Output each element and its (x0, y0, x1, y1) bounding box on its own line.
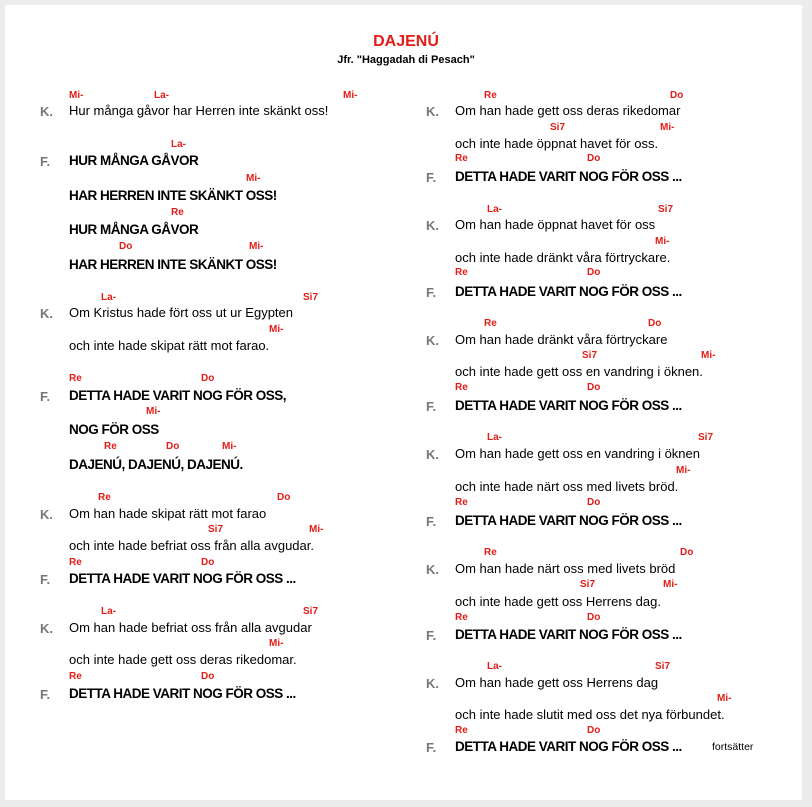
continues-note: fortsätter (712, 741, 754, 753)
chord: Mi- (343, 90, 358, 101)
chord: Re (455, 725, 468, 736)
chord: Re (171, 207, 184, 218)
chord: Re (484, 90, 497, 101)
lyric-line: HUR MÅNGA GÅVOR (69, 222, 199, 237)
chord: Mi- (269, 324, 284, 335)
lyric-line: Om han hade gett oss Herrens dag (455, 675, 659, 690)
chord: Do (587, 267, 601, 278)
chord: Mi- (676, 465, 691, 476)
lyric-line: och inte hade gett oss Herrens dag. (455, 594, 661, 609)
chord: La- (101, 292, 116, 303)
verse-label: F. (426, 628, 437, 643)
song-subtitle: Jfr. "Haggadah di Pesach" (337, 54, 475, 66)
lyric-line: och inte hade dränkt våra förtryckare. (455, 250, 671, 265)
chord: Re (455, 153, 468, 164)
verse-label: F. (426, 285, 437, 300)
chord: Mi- (655, 236, 670, 247)
lyric-line: och inte hade öppnat havet för oss. (455, 136, 659, 151)
chord: Mi- (269, 638, 284, 649)
chord: Re (455, 267, 468, 278)
chord: Do (648, 318, 662, 329)
lyric-line: Om Kristus hade fört oss ut ur Egypten (69, 305, 293, 320)
chord: La- (487, 204, 502, 215)
lyric-line: DETTA HADE VARIT NOG FÖR OSS, (69, 388, 287, 403)
chord: Do (166, 441, 180, 452)
chord: Do (680, 547, 694, 558)
chord: Do (119, 241, 133, 252)
chord: La- (171, 139, 186, 150)
chord: Mi- (246, 173, 261, 184)
lyric-line: NOG FÖR OSS (69, 422, 159, 437)
lyric-line: och inte hade gett oss en vandring i öknen. (455, 364, 703, 379)
verse-label: K. (40, 507, 53, 522)
chord: Re (98, 492, 111, 503)
lyric-line: DETTA HADE VARIT NOG FÖR OSS ... (455, 739, 682, 754)
chord: Si7 (303, 292, 319, 303)
verse-label: K. (40, 306, 53, 321)
chord: Re (455, 497, 468, 508)
chord: La- (487, 432, 502, 443)
verse-label: K. (426, 676, 439, 691)
chord: Mi- (701, 350, 716, 361)
lyric-line: DETTA HADE VARIT NOG FÖR OSS ... (455, 169, 682, 184)
lyric-line: DETTA HADE VARIT NOG FÖR OSS ... (455, 284, 682, 299)
verse-label: F. (426, 399, 437, 414)
chord: Re (104, 441, 117, 452)
chord: Re (69, 557, 82, 568)
lyric-line: Om han hade befriat oss från alla avgudar (69, 620, 312, 635)
chord: Do (587, 497, 601, 508)
chord: Si7 (303, 606, 319, 617)
verse-label: F. (40, 389, 51, 404)
chord: Mi- (249, 241, 264, 252)
chord: Re (455, 382, 468, 393)
chord: Mi- (146, 406, 161, 417)
verse-label: F. (40, 687, 51, 702)
chord: Re (484, 547, 497, 558)
chord: Mi- (222, 441, 237, 452)
lyric-line: DETTA HADE VARIT NOG FÖR OSS ... (69, 571, 296, 586)
chord: Si7 (582, 350, 598, 361)
lyric-line: och inte hade skipat rätt mot farao. (69, 338, 270, 353)
chord: Re (69, 373, 82, 384)
chord: Do (587, 612, 601, 623)
chord: Si7 (208, 524, 224, 535)
lyric-line: och inte hade befriat oss från alla avgudar. (69, 538, 314, 553)
lyric-line: HAR HERREN INTE SKÄNKT OSS! (69, 257, 277, 272)
lyric-line: och inte hade närt oss med livets bröd. (455, 479, 679, 494)
chord: Mi- (309, 524, 324, 535)
verse-label: F. (426, 170, 437, 185)
chord: Mi- (717, 693, 732, 704)
chord: Do (201, 373, 215, 384)
lyric-line: Om han hade dränkt våra förtryckare (455, 332, 668, 347)
verse-label: K. (40, 104, 53, 119)
song-title: DAJENÚ (373, 33, 439, 50)
chord: Si7 (698, 432, 714, 443)
lyric-line: HAR HERREN INTE SKÄNKT OSS! (69, 188, 277, 203)
lyric-line: och inte hade gett oss deras rikedomar. (69, 652, 297, 667)
lyric-line: DETTA HADE VARIT NOG FÖR OSS ... (455, 398, 682, 413)
chord: Mi- (663, 579, 678, 590)
chord: Do (587, 153, 601, 164)
chord: Si7 (658, 204, 674, 215)
chord: La- (487, 661, 502, 672)
lyric-line: DETTA HADE VARIT NOG FÖR OSS ... (455, 513, 682, 528)
chord: Do (587, 725, 601, 736)
chord: Mi- (660, 122, 675, 133)
lyric-line: DETTA HADE VARIT NOG FÖR OSS ... (69, 686, 296, 701)
chord: La- (154, 90, 169, 101)
verse-label: K. (426, 447, 439, 462)
lyric-line: och inte hade slutit med oss det nya förbundet. (455, 707, 725, 722)
chord: Do (587, 382, 601, 393)
verse-label: K. (426, 218, 439, 233)
verse-label: K. (40, 621, 53, 636)
verse-label: K. (426, 562, 439, 577)
lyric-line: Om han hade gett oss deras rikedomar (455, 103, 681, 118)
chord: Re (69, 671, 82, 682)
chord: Si7 (580, 579, 596, 590)
lyric-line: Om han hade närt oss med livets bröd (455, 561, 676, 576)
verse-label: K. (426, 104, 439, 119)
lyric-line: Om han hade skipat rätt mot farao (69, 506, 267, 521)
lyric-line: Om han hade öppnat havet för oss (455, 217, 656, 232)
chord: Re (484, 318, 497, 329)
chord: Si7 (550, 122, 566, 133)
lyric-line: DETTA HADE VARIT NOG FÖR OSS ... (455, 627, 682, 642)
lyric-line: Om han hade gett oss en vandring i öknen (455, 446, 700, 461)
chord: Do (201, 557, 215, 568)
verse-label: F. (426, 740, 437, 755)
chord: Do (277, 492, 291, 503)
lyric-line: DAJENÚ, DAJENÚ, DAJENÚ. (69, 457, 243, 472)
chord: Do (670, 90, 684, 101)
verse-label: F. (40, 154, 51, 169)
chord: Si7 (655, 661, 671, 672)
verse-label: F. (40, 572, 51, 587)
lyric-line: Hur många gåvor har Herren inte skänkt oss! (69, 103, 329, 118)
verse-label: K. (426, 333, 439, 348)
chord: La- (101, 606, 116, 617)
lyric-line: HUR MÅNGA GÅVOR (69, 153, 199, 168)
verse-label: F. (426, 514, 437, 529)
chord: Mi- (69, 90, 84, 101)
chord: Re (455, 612, 468, 623)
chord: Do (201, 671, 215, 682)
